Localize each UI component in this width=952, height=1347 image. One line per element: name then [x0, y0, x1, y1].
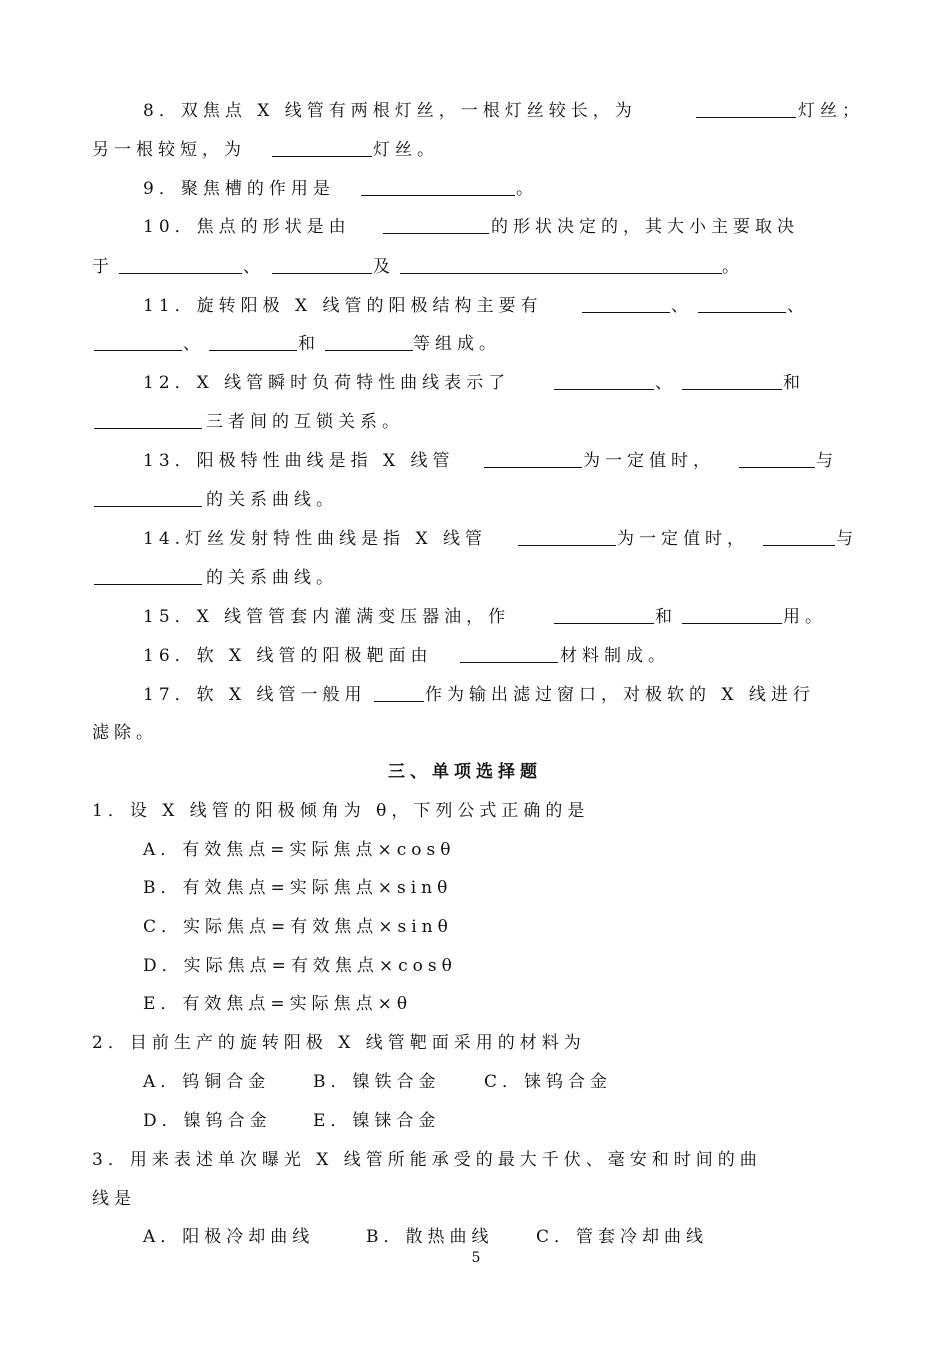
fill-q12-line1	[0, 367, 952, 399]
q10-text-5: 及	[373, 257, 395, 277]
q16-blank-1	[460, 640, 558, 663]
q8-text-1: 8．双焦点 X 线管有两根灯丝，一根灯丝较长，为	[143, 101, 637, 121]
fill-q12-line2	[0, 406, 952, 438]
page-number: 5	[471, 1250, 481, 1266]
mc-q1-stem: 1．设 X 线管的阳极倾角为 θ，下列公式正确的是	[92, 801, 590, 821]
q14-blank-3	[94, 562, 202, 585]
q13-text-3: 与	[816, 451, 838, 471]
q9-text-2: 。	[516, 179, 538, 199]
q12-blank-3	[94, 406, 202, 429]
q12-blank-1	[554, 367, 654, 390]
q11-blank-2	[698, 290, 786, 313]
mc-q1-option-b: B．有效焦点=实际焦点×sinθ	[143, 878, 453, 898]
q12-text-2: 、	[655, 373, 677, 393]
fill-q13-line1	[0, 445, 952, 477]
fill-q10-line2	[0, 251, 952, 283]
q9-blank-1	[361, 173, 515, 196]
q11-blank-4	[209, 328, 297, 351]
q13-text-1: 13．阳极特性曲线是指 X 线管	[143, 451, 455, 471]
fill-q17-line1	[0, 679, 952, 711]
mc-q2-options-line1	[0, 1066, 952, 1098]
fill-q15-line	[0, 601, 952, 633]
q14-blank-2	[763, 523, 835, 546]
fill-q14-line1	[0, 523, 952, 555]
q10-blank-4	[400, 251, 722, 274]
q10-text-2: 的形状决定的，其大小主要取决	[491, 217, 799, 237]
mc-q1-option-a-line	[0, 834, 952, 866]
q12-blank-2	[682, 367, 782, 390]
mc-q2-option-b: B．镍铁合金	[313, 1072, 441, 1092]
q11-text-6: 等组成。	[413, 334, 501, 354]
q17-text-1: 17．软 X 线管一般用	[143, 685, 367, 705]
mc-q3-stem-1: 3．用来表述单次曝光 X 线管所能承受的最大千伏、毫安和时间的曲	[92, 1150, 762, 1170]
mc-q1-option-c: C．实际焦点=有效焦点×sinθ	[143, 917, 453, 937]
q10-text-3: 于	[92, 257, 114, 277]
q13-blank-3	[94, 484, 202, 507]
fill-q17-line2	[0, 717, 952, 749]
mc-q1-option-e: E．有效焦点=实际焦点×θ	[143, 994, 413, 1014]
q8-text-2: 灯丝；	[798, 101, 864, 121]
q10-text-4: 、	[243, 257, 265, 277]
mc-q3-stem-2: 线是	[92, 1189, 136, 1209]
q11-text-2: 、	[671, 296, 693, 316]
section3-heading-line	[0, 756, 952, 788]
q8-text-4: 灯丝。	[373, 140, 439, 160]
fill-q11-line2	[0, 328, 952, 360]
q14-text-4: 的关系曲线。	[206, 568, 338, 588]
mc-q1-option-c-line	[0, 911, 952, 943]
q15-text-2: 和	[655, 607, 677, 627]
q10-text-1: 10．焦点的形状是由	[143, 217, 351, 237]
mc-q3-option-a: A．阳极冷却曲线	[143, 1227, 315, 1247]
q16-text-1: 16．软 X 线管的阳极靶面由	[143, 646, 433, 666]
q11-blank-5	[325, 328, 413, 351]
q14-text-2: 为一定值时，	[617, 529, 749, 549]
q10-blank-1	[383, 211, 489, 234]
mc-q2-stem: 2．目前生产的旋转阳极 X 线管靶面采用的材料为	[92, 1033, 586, 1053]
q14-blank-1	[518, 523, 616, 546]
section3-title: 三、单项选择题	[388, 762, 542, 782]
fill-q14-line2	[0, 562, 952, 594]
q10-text-6: 。	[722, 257, 744, 277]
fill-q11-line1	[0, 290, 952, 322]
q15-text-3: 用。	[783, 607, 827, 627]
q12-text-3: 和	[783, 373, 805, 393]
q10-blank-2	[119, 251, 242, 274]
fill-q10-line1	[0, 211, 952, 243]
fill-q8-line2	[0, 134, 952, 166]
q13-text-2: 为一定值时，	[583, 451, 715, 471]
mc-q2-option-c: C．铼钨合金	[484, 1072, 613, 1092]
fill-q9-line	[0, 173, 952, 205]
q15-blank-1	[554, 601, 654, 624]
fill-q8-line1	[0, 95, 952, 127]
mc-q2-options-line2	[0, 1105, 952, 1137]
mc-q1-option-d-line	[0, 950, 952, 982]
q12-text-1: 12．X 线管瞬时负荷特性曲线表示了	[143, 373, 511, 393]
q13-blank-2	[739, 445, 815, 468]
mc-q3-stem-line2	[0, 1183, 952, 1215]
q17-text-3: 滤除。	[92, 723, 158, 743]
q11-text-3: 、	[787, 296, 809, 316]
q11-blank-1	[582, 290, 670, 313]
q13-text-4: 的关系曲线。	[206, 490, 338, 510]
q11-text-5: 和	[298, 334, 320, 354]
q8-blank-2	[272, 134, 372, 157]
mc-q1-option-d: D．实际焦点=有效焦点×cosθ	[143, 956, 457, 976]
mc-q1-option-a: A．有效焦点=实际焦点×cosθ	[143, 840, 456, 860]
mc-q3-option-b: B．散热曲线	[366, 1227, 494, 1247]
mc-q1-option-e-line	[0, 988, 952, 1020]
q10-blank-3	[272, 251, 372, 274]
q11-text-1: 11．旋转阳极 X 线管的阳极结构主要有	[143, 296, 543, 316]
mc-q1-option-b-line	[0, 872, 952, 904]
q14-text-3: 与	[836, 529, 858, 549]
mc-q2-option-a: A．钨铜合金	[143, 1072, 271, 1092]
q15-blank-2	[682, 601, 782, 624]
q8-blank-1	[696, 95, 796, 118]
q9-text-1: 9．聚焦槽的作用是	[143, 179, 335, 199]
fill-q13-line2	[0, 484, 952, 516]
mc-q3-stem-line1	[0, 1144, 952, 1176]
q11-text-4: 、	[183, 334, 205, 354]
q12-text-4: 三者间的互锁关系。	[206, 412, 404, 432]
fill-q16-line	[0, 640, 952, 672]
q15-text-1: 15．X 线管管套内灌满变压器油，作	[143, 607, 511, 627]
q8-text-3: 另一根较短，为	[92, 140, 246, 160]
mc-q1-stem-line	[0, 795, 952, 827]
mc-q2-option-d: D．镍钨合金	[143, 1111, 272, 1131]
q14-text-1: 14.灯丝发射特性曲线是指 X 线管	[143, 529, 487, 549]
q13-blank-1	[484, 445, 582, 468]
q11-blank-3	[94, 328, 182, 351]
mc-q2-option-e: E．镍铼合金	[313, 1111, 441, 1131]
mc-q3-option-c: C．管套冷却曲线	[536, 1227, 709, 1247]
q17-blank-1	[374, 679, 424, 702]
q16-text-2: 材料制成。	[560, 646, 670, 666]
mc-q2-stem-line	[0, 1027, 952, 1059]
q17-text-2: 作为输出滤过窗口，对极软的 X 线进行	[425, 685, 815, 705]
